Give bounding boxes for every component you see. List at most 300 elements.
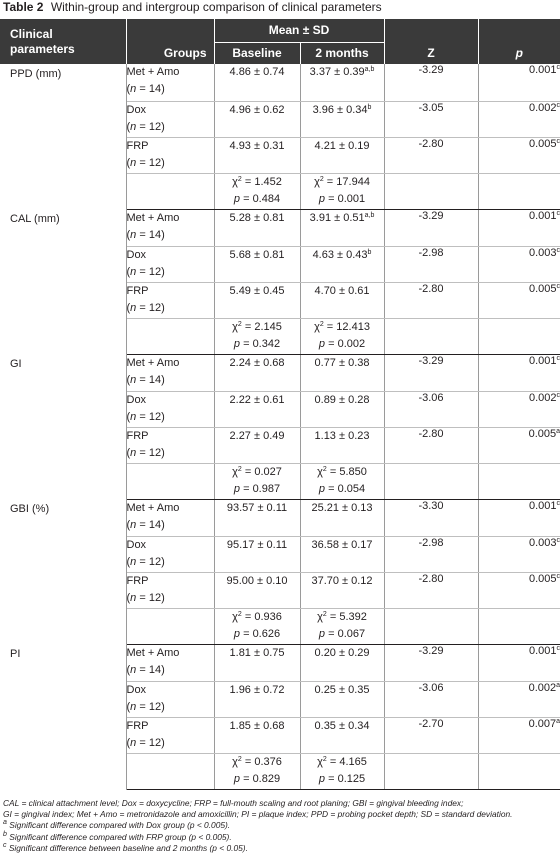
group-name: Dox bbox=[126, 683, 147, 696]
group-name: FRP bbox=[126, 139, 149, 152]
group-n: 12 bbox=[148, 265, 162, 278]
group-name: FRP bbox=[126, 719, 149, 732]
baseline-chi-square bbox=[214, 608, 300, 644]
group-name: FRP bbox=[126, 429, 149, 442]
p-value bbox=[478, 246, 560, 282]
significance-notes bbox=[3, 820, 558, 854]
group-name: Met + Amo bbox=[126, 66, 180, 78]
n-close: ) bbox=[161, 83, 165, 95]
header-groups: Groups bbox=[126, 19, 214, 64]
p-equals: = bbox=[325, 482, 338, 495]
parameter-block bbox=[0, 354, 560, 499]
z-value bbox=[384, 499, 478, 536]
n-equals: = bbox=[136, 120, 149, 133]
empty-cell bbox=[384, 608, 478, 644]
baseline-chi-square bbox=[214, 753, 300, 789]
significance-mark: c bbox=[556, 64, 560, 71]
z-value bbox=[384, 681, 478, 717]
baseline-value bbox=[214, 137, 300, 173]
baseline-value bbox=[214, 536, 300, 572]
p-value bbox=[478, 137, 560, 173]
n-open: ( bbox=[126, 83, 131, 95]
n-equals: = bbox=[136, 736, 149, 749]
chi-equals: = bbox=[241, 755, 255, 768]
chi-p-value: 0.987 bbox=[252, 482, 281, 495]
group-cell bbox=[126, 681, 214, 717]
two-months-chi-square bbox=[300, 608, 384, 644]
p-equals: = bbox=[325, 337, 338, 350]
baseline-value bbox=[214, 681, 300, 717]
z-value bbox=[384, 101, 478, 137]
baseline-mean-sd: 93.57 ± 0.11 bbox=[226, 501, 288, 514]
p-value bbox=[478, 391, 560, 427]
empty-cell bbox=[384, 173, 478, 209]
parameter-name bbox=[0, 644, 126, 789]
group-name: FRP bbox=[126, 284, 149, 297]
p-symbol: p bbox=[233, 337, 241, 350]
group-cell bbox=[126, 717, 214, 753]
z-text: -3.06 bbox=[418, 391, 444, 404]
p-text: 0.003 bbox=[528, 246, 557, 259]
chi-value: 12.413 bbox=[336, 320, 370, 333]
n-symbol: n bbox=[130, 736, 137, 749]
chi-exponent: 2 bbox=[237, 755, 242, 763]
table-row bbox=[0, 209, 560, 246]
group-cell bbox=[126, 499, 214, 536]
group-n: 12 bbox=[148, 591, 162, 604]
n-symbol: n bbox=[130, 555, 137, 568]
p-text: 0.002 bbox=[528, 681, 557, 694]
group-name: Dox bbox=[126, 248, 147, 261]
significance-mark: a bbox=[556, 717, 560, 725]
baseline-value bbox=[214, 644, 300, 681]
p-symbol: p bbox=[318, 192, 326, 205]
p-text: 0.002 bbox=[528, 101, 557, 114]
chi-equals: = bbox=[241, 320, 255, 333]
significance-mark: a bbox=[556, 681, 560, 689]
baseline-value bbox=[214, 427, 300, 463]
p-value bbox=[478, 717, 560, 753]
footnote bbox=[3, 843, 558, 854]
results-table bbox=[0, 19, 560, 790]
chi-exponent: 2 bbox=[237, 175, 242, 183]
baseline-mean-sd: 4.93 ± 0.31 bbox=[229, 139, 285, 152]
p-symbol: p bbox=[318, 337, 326, 350]
chi-equals: = bbox=[326, 610, 340, 623]
header-mean-sd: Mean ± SD bbox=[214, 19, 384, 42]
chi-p-value: 0.067 bbox=[337, 627, 366, 640]
empty-cell bbox=[478, 318, 560, 354]
table-caption bbox=[3, 0, 382, 14]
two-months-mean-sd: 0.35 ± 0.34 bbox=[314, 719, 370, 732]
p-symbol: p bbox=[233, 192, 241, 205]
n-close: ) bbox=[161, 700, 165, 713]
group-cell bbox=[126, 427, 214, 463]
table-label: Table 2 bbox=[3, 0, 44, 14]
two-months-value bbox=[300, 137, 384, 173]
n-symbol: n bbox=[130, 301, 137, 314]
chi-p-value: 0.002 bbox=[337, 337, 366, 350]
significance-mark: c bbox=[556, 644, 560, 652]
chi-symbol: χ bbox=[232, 320, 238, 333]
n-equals: = bbox=[136, 410, 149, 423]
group-n: 14 bbox=[148, 373, 162, 386]
two-months-value bbox=[300, 391, 384, 427]
chi-p-value: 0.125 bbox=[337, 772, 366, 785]
chi-exponent: 2 bbox=[237, 610, 242, 618]
chi-p-value: 0.001 bbox=[337, 192, 366, 205]
n-symbol: n bbox=[130, 410, 137, 423]
baseline-value bbox=[214, 209, 300, 246]
n-close: ) bbox=[161, 446, 165, 459]
z-value bbox=[384, 209, 478, 246]
p-value bbox=[478, 644, 560, 681]
parameter-name bbox=[0, 209, 126, 354]
group-cell bbox=[126, 572, 214, 608]
two-months-mean-sd: 0.20 ± 0.29 bbox=[314, 646, 370, 659]
z-value bbox=[384, 64, 478, 101]
empty-cell bbox=[126, 463, 214, 499]
z-text: -2.98 bbox=[418, 536, 444, 549]
significance-mark: c bbox=[556, 499, 560, 507]
p-text: 0.005 bbox=[528, 282, 557, 295]
two-months-value bbox=[300, 536, 384, 572]
baseline-mean-sd: 5.49 ± 0.45 bbox=[229, 284, 285, 297]
group-cell bbox=[126, 644, 214, 681]
n-equals: = bbox=[136, 518, 149, 531]
two-months-chi-square bbox=[300, 463, 384, 499]
group-n: 12 bbox=[148, 301, 162, 314]
group-cell bbox=[126, 354, 214, 391]
p-equals: = bbox=[325, 192, 338, 205]
chi-equals: = bbox=[326, 465, 340, 478]
footnote-mark: a bbox=[3, 819, 7, 827]
p-value bbox=[478, 101, 560, 137]
two-months-value bbox=[300, 644, 384, 681]
two-months-mean-sd: 37.70 ± 0.12 bbox=[311, 574, 373, 587]
group-n: 12 bbox=[148, 700, 162, 713]
p-value bbox=[478, 64, 560, 101]
n-open: ( bbox=[126, 446, 131, 459]
p-symbol: p bbox=[318, 627, 326, 640]
n-symbol: n bbox=[130, 265, 137, 278]
p-text: 0.001 bbox=[528, 354, 557, 367]
chi-symbol: χ bbox=[314, 320, 320, 333]
chi-equals: = bbox=[323, 175, 337, 188]
group-cell bbox=[126, 209, 214, 246]
chi-exponent: 2 bbox=[319, 320, 324, 328]
two-months-mean-sd: 25.21 ± 0.13 bbox=[311, 501, 373, 514]
group-n: 12 bbox=[148, 736, 162, 749]
n-open: ( bbox=[126, 518, 131, 531]
two-months-mean-sd: 3.91 ± 0.51 bbox=[309, 211, 365, 224]
group-name: Met + Amo bbox=[126, 356, 180, 369]
group-n: 12 bbox=[148, 555, 162, 568]
group-n: 12 bbox=[148, 446, 162, 459]
p-equals: = bbox=[240, 337, 253, 350]
z-value bbox=[384, 536, 478, 572]
z-text: -2.98 bbox=[418, 246, 444, 259]
p-equals: = bbox=[240, 627, 253, 640]
footnote-mark: c bbox=[3, 841, 7, 849]
n-symbol: n bbox=[130, 700, 137, 713]
parameter-label: PI bbox=[10, 648, 21, 660]
header-clinical-parameters bbox=[0, 19, 126, 64]
p-value bbox=[478, 572, 560, 608]
chi-value: 5.392 bbox=[339, 610, 367, 623]
chi-symbol: χ bbox=[317, 465, 323, 478]
z-text: -3.29 bbox=[418, 354, 444, 367]
n-close: ) bbox=[161, 555, 165, 568]
p-value bbox=[478, 209, 560, 246]
baseline-mean-sd: 2.24 ± 0.68 bbox=[229, 356, 285, 369]
z-value bbox=[384, 717, 478, 753]
chi-symbol: χ bbox=[317, 610, 323, 623]
two-months-mean-sd: 1.13 ± 0.23 bbox=[314, 429, 370, 442]
p-text: 0.001 bbox=[528, 209, 557, 222]
significance-mark: c bbox=[556, 536, 560, 544]
significance-mark: c bbox=[556, 209, 560, 217]
parameter-block bbox=[0, 209, 560, 354]
significance-mark: c bbox=[556, 101, 560, 109]
two-months-value bbox=[300, 246, 384, 282]
significance-mark: a,b bbox=[364, 211, 375, 219]
z-value bbox=[384, 391, 478, 427]
group-name: Met + Amo bbox=[126, 211, 180, 224]
significance-mark: c bbox=[556, 282, 560, 290]
p-equals: = bbox=[325, 772, 338, 785]
baseline-value bbox=[214, 572, 300, 608]
baseline-value bbox=[214, 282, 300, 318]
chi-exponent: 2 bbox=[237, 465, 242, 473]
two-months-mean-sd: 3.96 ± 0.34 bbox=[312, 103, 368, 116]
baseline-value bbox=[214, 717, 300, 753]
parameter-label: GBI (%) bbox=[10, 503, 50, 515]
p-value bbox=[478, 282, 560, 318]
p-text: 0.001 bbox=[528, 499, 557, 512]
table-header bbox=[0, 19, 560, 64]
header-two-months: 2 months bbox=[300, 42, 384, 64]
significance-mark: c bbox=[556, 354, 560, 362]
n-close: ) bbox=[161, 410, 165, 423]
footnote-text: Significant difference between baseline and 2 months (p < 0.05). bbox=[8, 842, 248, 853]
chi-exponent: 2 bbox=[322, 465, 327, 473]
n-close: ) bbox=[161, 591, 165, 604]
group-name: Dox bbox=[126, 538, 147, 551]
baseline-mean-sd: 95.00 ± 0.10 bbox=[226, 574, 288, 587]
baseline-mean-sd: 5.68 ± 0.81 bbox=[229, 248, 285, 261]
group-n: 14 bbox=[148, 83, 162, 95]
z-value bbox=[384, 282, 478, 318]
p-text: 0.005 bbox=[528, 137, 557, 150]
n-symbol: n bbox=[130, 446, 137, 459]
group-cell bbox=[126, 64, 214, 101]
two-months-chi-square bbox=[300, 318, 384, 354]
z-text: -2.80 bbox=[418, 282, 444, 295]
p-symbol: p bbox=[233, 772, 241, 785]
n-equals: = bbox=[136, 555, 149, 568]
two-months-value bbox=[300, 354, 384, 391]
n-symbol: n bbox=[130, 83, 137, 95]
table-title: Within-group and intergroup comparison of clinical parameters bbox=[50, 0, 382, 14]
significance-mark: b bbox=[367, 248, 372, 256]
two-months-value bbox=[300, 282, 384, 318]
baseline-chi-square bbox=[214, 463, 300, 499]
n-close: ) bbox=[161, 265, 165, 278]
table-row bbox=[0, 499, 560, 536]
n-open: ( bbox=[126, 301, 131, 314]
chi-value: 5.850 bbox=[339, 465, 367, 478]
baseline-mean-sd: 5.28 ± 0.81 bbox=[229, 211, 285, 224]
p-text: 0.007 bbox=[528, 717, 557, 730]
baseline-mean-sd: 1.85 ± 0.68 bbox=[229, 719, 285, 732]
z-value bbox=[384, 137, 478, 173]
parameter-label: CAL (mm) bbox=[10, 213, 60, 225]
chi-equals: = bbox=[241, 465, 255, 478]
header-clinical-line1: Clinical bbox=[10, 26, 53, 41]
chi-exponent: 2 bbox=[319, 175, 324, 183]
p-text: 0.003 bbox=[528, 536, 557, 549]
z-value bbox=[384, 246, 478, 282]
abbreviations-line-1: CAL = clinical attachment level; Dox = doxycycline; FRP = full-mouth scaling and root planing; GBI = gingival bleeding index; bbox=[3, 798, 464, 808]
p-value bbox=[478, 681, 560, 717]
table-row bbox=[0, 64, 560, 101]
two-months-value bbox=[300, 572, 384, 608]
group-n: 14 bbox=[148, 228, 162, 241]
two-months-value bbox=[300, 681, 384, 717]
two-months-chi-square bbox=[300, 753, 384, 789]
parameter-name bbox=[0, 499, 126, 644]
n-close: ) bbox=[161, 301, 165, 314]
header-p: p bbox=[478, 19, 560, 64]
n-open: ( bbox=[126, 736, 131, 749]
n-close: ) bbox=[161, 373, 165, 386]
empty-cell bbox=[126, 173, 214, 209]
two-months-mean-sd: 0.25 ± 0.35 bbox=[314, 683, 370, 696]
z-value bbox=[384, 644, 478, 681]
parameter-block bbox=[0, 644, 560, 789]
n-equals: = bbox=[136, 663, 149, 676]
z-text: -3.29 bbox=[418, 644, 444, 657]
chi-value: 1.452 bbox=[254, 175, 282, 188]
chi-symbol: χ bbox=[232, 755, 238, 768]
empty-cell bbox=[384, 753, 478, 789]
empty-cell bbox=[478, 753, 560, 789]
p-equals: = bbox=[240, 482, 253, 495]
baseline-value bbox=[214, 354, 300, 391]
baseline-value bbox=[214, 246, 300, 282]
z-text: -3.06 bbox=[418, 681, 444, 694]
group-name: Met + Amo bbox=[126, 501, 180, 514]
p-text: 0.001 bbox=[528, 644, 557, 657]
n-open: ( bbox=[126, 228, 131, 241]
p-equals: = bbox=[240, 192, 253, 205]
n-open: ( bbox=[126, 373, 131, 386]
header-baseline: Baseline bbox=[214, 42, 300, 64]
baseline-chi-square bbox=[214, 173, 300, 209]
p-equals: = bbox=[240, 772, 253, 785]
chi-p-value: 0.342 bbox=[252, 337, 281, 350]
baseline-mean-sd: 4.86 ± 0.74 bbox=[229, 66, 285, 78]
z-value bbox=[384, 354, 478, 391]
p-symbol: p bbox=[318, 482, 326, 495]
parameter-block bbox=[0, 499, 560, 644]
n-open: ( bbox=[126, 555, 131, 568]
footnote bbox=[3, 832, 558, 843]
chi-equals: = bbox=[326, 755, 340, 768]
group-n: 12 bbox=[148, 120, 162, 133]
n-open: ( bbox=[126, 410, 131, 423]
n-close: ) bbox=[161, 518, 165, 531]
n-symbol: n bbox=[130, 663, 137, 676]
footnote-text: Significant difference compared with Dox group (p < 0.005). bbox=[9, 820, 231, 831]
n-equals: = bbox=[136, 83, 149, 95]
empty-cell bbox=[126, 318, 214, 354]
n-equals: = bbox=[136, 301, 149, 314]
chi-symbol: χ bbox=[232, 610, 238, 623]
two-months-value bbox=[300, 499, 384, 536]
n-open: ( bbox=[126, 663, 131, 676]
n-symbol: n bbox=[130, 228, 137, 241]
two-months-value bbox=[300, 209, 384, 246]
p-symbol: p bbox=[233, 627, 241, 640]
z-value bbox=[384, 427, 478, 463]
group-cell bbox=[126, 282, 214, 318]
n-symbol: n bbox=[130, 156, 137, 169]
group-n: 12 bbox=[148, 410, 162, 423]
group-n: 12 bbox=[148, 156, 162, 169]
n-symbol: n bbox=[130, 373, 137, 386]
two-months-mean-sd: 36.58 ± 0.17 bbox=[311, 538, 373, 551]
baseline-value bbox=[214, 499, 300, 536]
baseline-mean-sd: 4.96 ± 0.62 bbox=[229, 103, 285, 116]
p-equals: = bbox=[325, 627, 338, 640]
n-close: ) bbox=[161, 663, 165, 676]
significance-mark: c bbox=[556, 572, 560, 580]
chi-equals: = bbox=[241, 610, 255, 623]
n-equals: = bbox=[136, 228, 149, 241]
two-months-mean-sd: 0.77 ± 0.38 bbox=[314, 356, 370, 369]
n-close: ) bbox=[161, 156, 165, 169]
table-row bbox=[0, 354, 560, 391]
z-text: -2.80 bbox=[418, 427, 444, 440]
chi-equals: = bbox=[241, 175, 255, 188]
two-months-value bbox=[300, 427, 384, 463]
chi-exponent: 2 bbox=[322, 610, 327, 618]
group-cell bbox=[126, 391, 214, 427]
two-months-mean-sd: 4.63 ± 0.43 bbox=[312, 248, 368, 261]
significance-mark: b bbox=[367, 103, 372, 111]
n-open: ( bbox=[126, 591, 131, 604]
chi-value: 0.936 bbox=[254, 610, 282, 623]
n-equals: = bbox=[136, 700, 149, 713]
chi-symbol: χ bbox=[232, 465, 238, 478]
two-months-mean-sd: 3.37 ± 0.39 bbox=[309, 66, 365, 78]
n-symbol: n bbox=[130, 518, 137, 531]
group-n: 14 bbox=[148, 663, 162, 676]
table-row bbox=[0, 644, 560, 681]
table-footnotes bbox=[3, 798, 558, 854]
p-symbol: p bbox=[318, 772, 326, 785]
two-months-value bbox=[300, 64, 384, 101]
chi-p-value: 0.829 bbox=[252, 772, 281, 785]
group-cell bbox=[126, 246, 214, 282]
chi-value: 0.027 bbox=[254, 465, 282, 478]
chi-value: 2.145 bbox=[254, 320, 282, 333]
group-name: Dox bbox=[126, 393, 147, 406]
n-close: ) bbox=[161, 228, 165, 241]
empty-cell bbox=[126, 753, 214, 789]
